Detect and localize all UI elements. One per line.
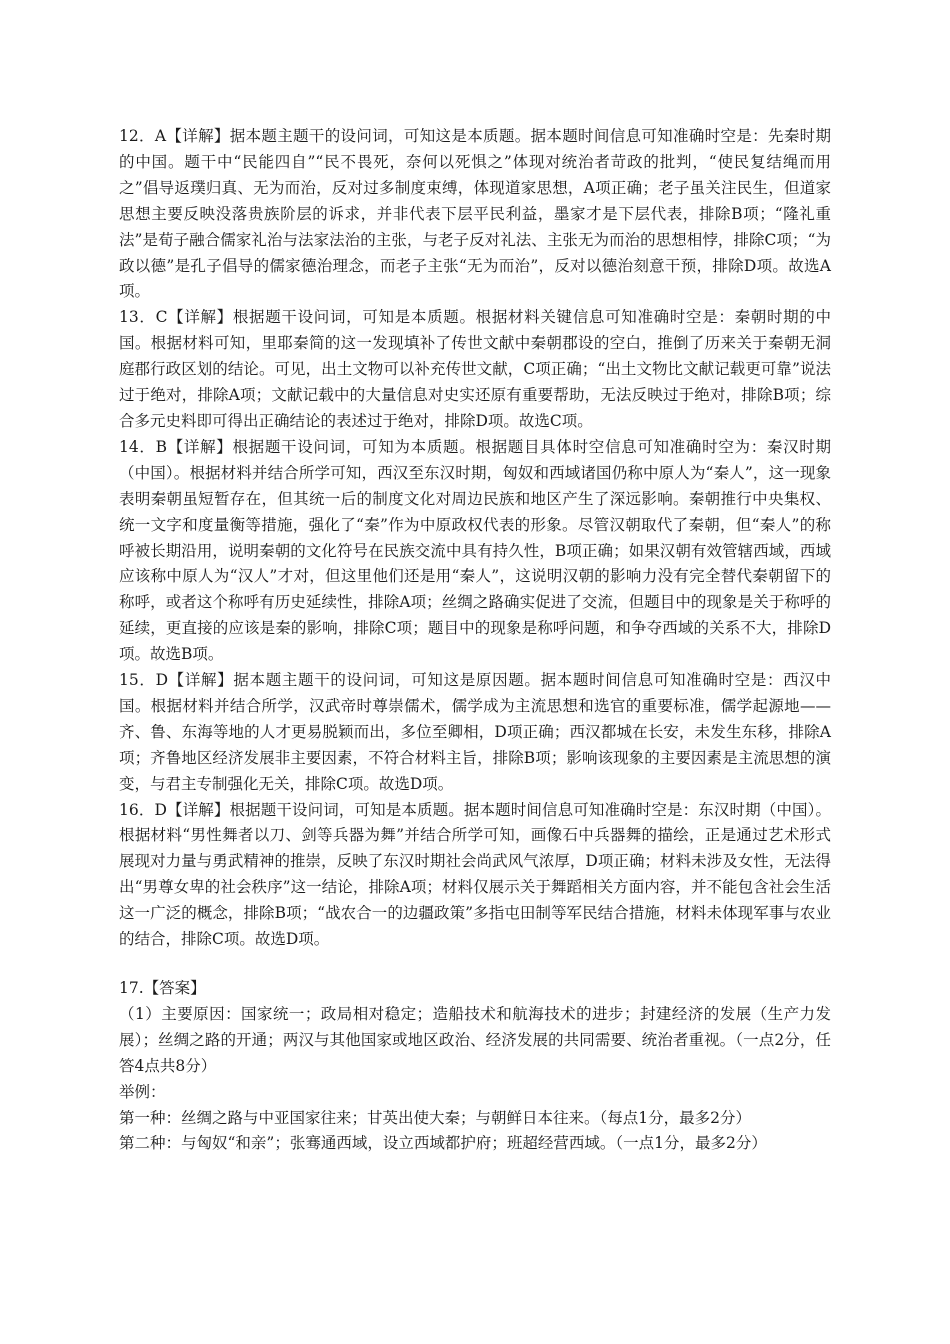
- answer-17-part-1: （1）主要原因：国家统一；政局相对稳定；造船技术和航海技术的进步；封建经济的发展（生产力发展）；丝绸之路的开通；两汉与其他国家或地区政治、经济发展的共同需要、统治者重视。（一点2分，任答4点共8分）: [119, 1004, 831, 1075]
- answer-12-explanation: 12．A【详解】据本题主题干的设问词，可知这是本质题。据本题时间信息可知准确时空是：先秦时期的中国。题干中“民能四自”“民不畏死，奈何以死惧之”体现对统治者苛政的批判，“使民复结绳而用之”倡导返璞归真、无为而治，反对过多制度束缚，体现道家思想，A项正确；老子虽关注民生，但道家思想主要反映没落贵族阶层的诉求，并非代表下层平民利益，墨家才是下层代表，排除B项；“隆礼重法”是荀子融合儒家礼治与法家法治的主张，与老子反对礼法、主张无为而治的思想相悖，排除C项；“为政以德”是孔子倡导的儒家德治理念，而老子主张“无为而治”，反对以德治刻意干预，排除D项。故选A项。: [119, 127, 831, 301]
- answer-17-example-1: 第一种：丝绸之路与中亚国家往来；甘英出使大秦；与朝鲜日本往来。（每点1分，最多2分）: [119, 1108, 751, 1127]
- section-spacer: [119, 953, 831, 976]
- answer-17-example-2: 第二种：与匈奴“和亲”；张骞通西域，设立西域都护府；班超经营西域。（一点1分，最多2分）: [119, 1134, 767, 1153]
- answer-13-explanation: 13．C【详解】根据题干设问词，可知是本质题。根据材料关键信息可知准确时空是：秦朝时期的中国。根据材料可知，里耶秦简的这一发现填补了传世文献中秦朝郡设的空白，推倒了历来关于秦朝无洞庭郡行政区划的结论。可见，出土文物可以补充传世文献，C项正确；“出土文物比文献记载更可靠”说法过于绝对，排除A项；文献记载中的大量信息对史实还原有重要帮助，无法反映过于绝对，排除B项；综合多元史料即可得出正确结论的表述过于绝对，排除D项。故选C项。: [119, 308, 831, 430]
- answer-17-heading: 17.【答案】: [119, 979, 206, 997]
- answer-14-explanation: 14．B【详解】根据题干设问词，可知为本质题。根据题目具体时空信息可知准确时空为：秦汉时期（中国）。根据材料并结合所学可知，西汉至东汉时期，匈奴和西域诸国仍称中原人为“秦人”，这一现象表明秦朝虽短暂存在，但其统一后的制度文化对周边民族和地区产生了深远影响。秦朝推行中央集权、统一文字和度量衡等措施，强化了“秦”作为中原政权代表的形象。尽管汉朝取代了秦朝，但“秦人”的称呼被长期沿用，说明秦朝的文化符号在民族交流中具有持久性，B项正确；如果汉朝有效管辖西域，西域应该称中原人为“汉人”才对，但这里他们还是用“秦人”，这说明汉朝的影响力没有完全替代秦朝留下的称呼，或者这个称呼有历史延续性，排除A项；丝绸之路确实促进了交流，但题目中的现象是关于称呼的延续，更直接的应该是秦的影响，排除C项；题目中的现象是称呼问题，和争夺西域的关系不大，排除D项。故选B项。: [119, 437, 831, 664]
- answer-15-explanation: 15．D【详解】据本题主题干的设问词，可知这是原因题。据本题时间信息可知准确时空是：西汉中国。根据材料并结合所学，汉武帝时尊崇儒术，儒学成为主流思想和选官的重要标准，儒学起源地——齐、鲁、东海等地的人才更易脱颖而出，多位至卿相，D项正确；西汉都城在长安，未发生东移，排除A项；齐鲁地区经济发展非主要因素，不符合材料主旨，排除B项；影响该现象的主要因素是主流思想的演变，与君主专制强化无关，排除C项。故选D项。: [119, 671, 831, 793]
- answer-17-examples-label: 举例：: [119, 1082, 166, 1101]
- answer-16-explanation: 16．D【详解】根据题干设问词，可知是本质题。据本题时间信息可知准确时空是：东汉时期（中国）。根据材料“男性舞者以刀、剑等兵器为舞”并结合所学可知，画像石中兵器舞的描绘，正是通过艺术形式展现对力量与勇武精神的推崇，反映了东汉时期社会尚武风气浓厚，D项正确；材料未涉及女性，无法得出“男尊女卑的社会秩序”这一结论，排除A项；材料仅展示关于舞蹈相关方面内容，并不能包含社会生活这一广泛的概念，排除B项；“战农合一的边疆政策”多指屯田制等军民结合措施，材料未体现军事与农业的结合，排除C项。故选D项。: [119, 800, 831, 949]
- document-body: [119, 124, 831, 1157]
